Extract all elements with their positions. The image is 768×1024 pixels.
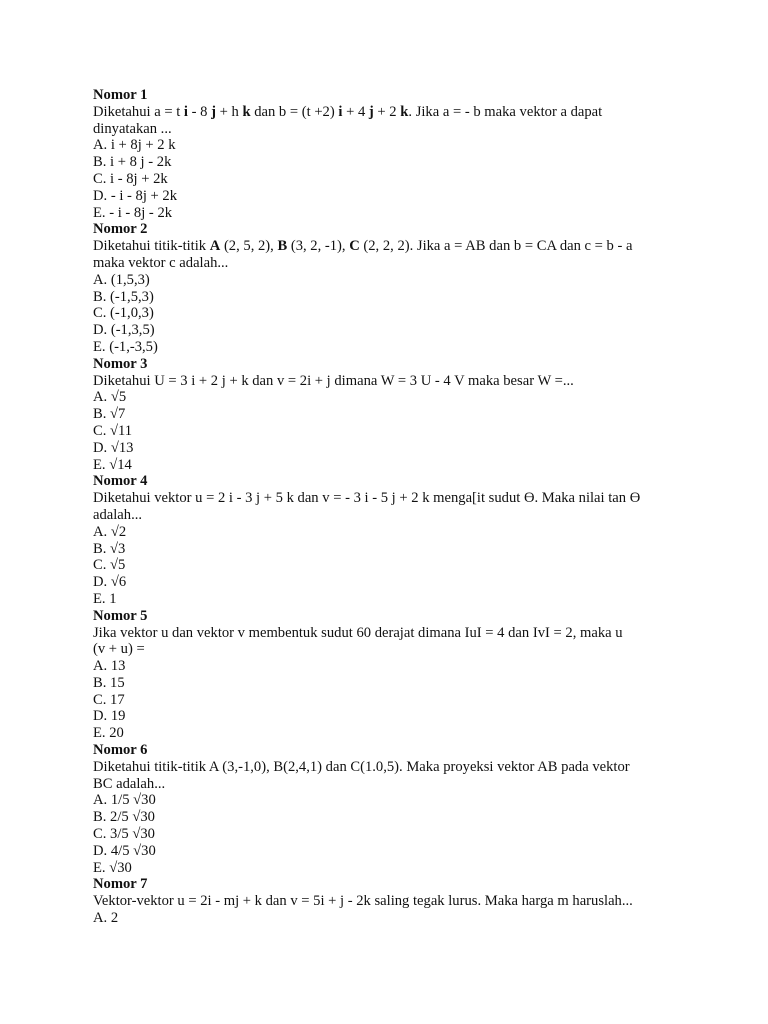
option-a: A. i + 8j + 2 k (93, 137, 176, 154)
option-c: C. 3/5 √30 (93, 826, 155, 843)
option-d: D. √13 (93, 439, 134, 456)
document-page (93, 87, 693, 927)
option-d: D. √6 (93, 574, 127, 591)
question-stem: Diketahui vektor u = 2 i - 3 j + 5 k dan v = - 3 i - 5 j + 2 k menga[it sudut ϴ. Maka nilai tan ϴ (93, 490, 641, 507)
option-c: C. √5 (93, 557, 126, 574)
question-heading: Nomor 6 (93, 742, 148, 759)
question-stem: Diketahui U = 3 i + 2 j + k dan v = 2i + j dimana W = 3 U - 4 V maka besar W =... (93, 372, 574, 389)
question-heading: Nomor 4 (93, 473, 148, 490)
option-b: B. √3 (93, 540, 126, 557)
option-c: C. 17 (93, 691, 125, 708)
option-e: E. (-1,-3,5) (93, 338, 158, 355)
question-stem-continued: BC adalah... (93, 775, 166, 792)
question-6 (93, 742, 693, 876)
question-heading: Nomor 3 (93, 355, 148, 372)
option-b: B. (-1,5,3) (93, 288, 154, 305)
option-c: C. i - 8j + 2k (93, 170, 168, 187)
option-d: D. - i - 8j + 2k (93, 187, 178, 204)
option-e: E. √14 (93, 456, 132, 473)
option-a: A. (1,5,3) (93, 271, 150, 288)
question-stem: Jika vektor u dan vektor v membentuk sudut 60 derajat dimana IuI = 4 dan IvI = 2, maka u (93, 624, 623, 641)
option-d: D. 4/5 √30 (93, 842, 156, 859)
question-heading: Nomor 7 (93, 876, 148, 893)
option-b: B. 15 (93, 674, 125, 691)
question-heading: Nomor 1 (93, 87, 148, 103)
option-e: E. 20 (93, 725, 124, 742)
option-d: D. 19 (93, 708, 126, 725)
option-d: D. (-1,3,5) (93, 322, 155, 339)
question-1 (93, 87, 693, 221)
question-stem: Diketahui titik-titik A (2, 5, 2), B (3, 2, -1), C (2, 2, 2). Jika a = AB dan b = CA dan c = b - a (93, 238, 633, 255)
option-e: E. √30 (93, 859, 132, 876)
question-7 (93, 876, 693, 926)
question-5 (93, 608, 693, 742)
question-heading: Nomor 5 (93, 607, 148, 624)
option-a: A. 1/5 √30 (93, 792, 156, 809)
option-a: A. √2 (93, 523, 127, 540)
option-e: E. - i - 8j - 2k (93, 204, 173, 221)
question-stem: Diketahui titik-titik A (3,-1,0), B(2,4,1) dan C(1.0,5). Maka proyeksi vektor AB pada vektor (93, 758, 630, 775)
question-4 (93, 473, 693, 607)
question-stem-continued: (v + u) = (93, 641, 145, 658)
option-a: A. √5 (93, 389, 127, 406)
question-3 (93, 356, 693, 474)
question-2 (93, 221, 693, 355)
option-e: E. 1 (93, 590, 117, 607)
option-c: C. √11 (93, 422, 133, 439)
option-a: A. 13 (93, 658, 126, 675)
question-stem: Diketahui a = t i - 8 j + h k dan b = (t +2) i + 4 j + 2 k. Jika a = - b maka vektor a dapat (93, 103, 603, 120)
question-stem-continued: adalah... (93, 506, 143, 523)
option-b: B. i + 8 j - 2k (93, 154, 172, 171)
option-b: B. √7 (93, 406, 126, 423)
question-stem-continued: maka vektor c adalah... (93, 254, 229, 271)
question-stem: Vektor-vektor u = 2i - mj + k dan v = 5i + j - 2k saling tegak lurus. Maka harga m haruslah... (93, 893, 633, 910)
option-a: A. 2 (93, 910, 119, 927)
option-b: B. 2/5 √30 (93, 809, 155, 826)
option-c: C. (-1,0,3) (93, 305, 154, 322)
question-heading: Nomor 2 (93, 221, 148, 238)
question-stem-continued: dinyatakan ... (93, 120, 172, 137)
